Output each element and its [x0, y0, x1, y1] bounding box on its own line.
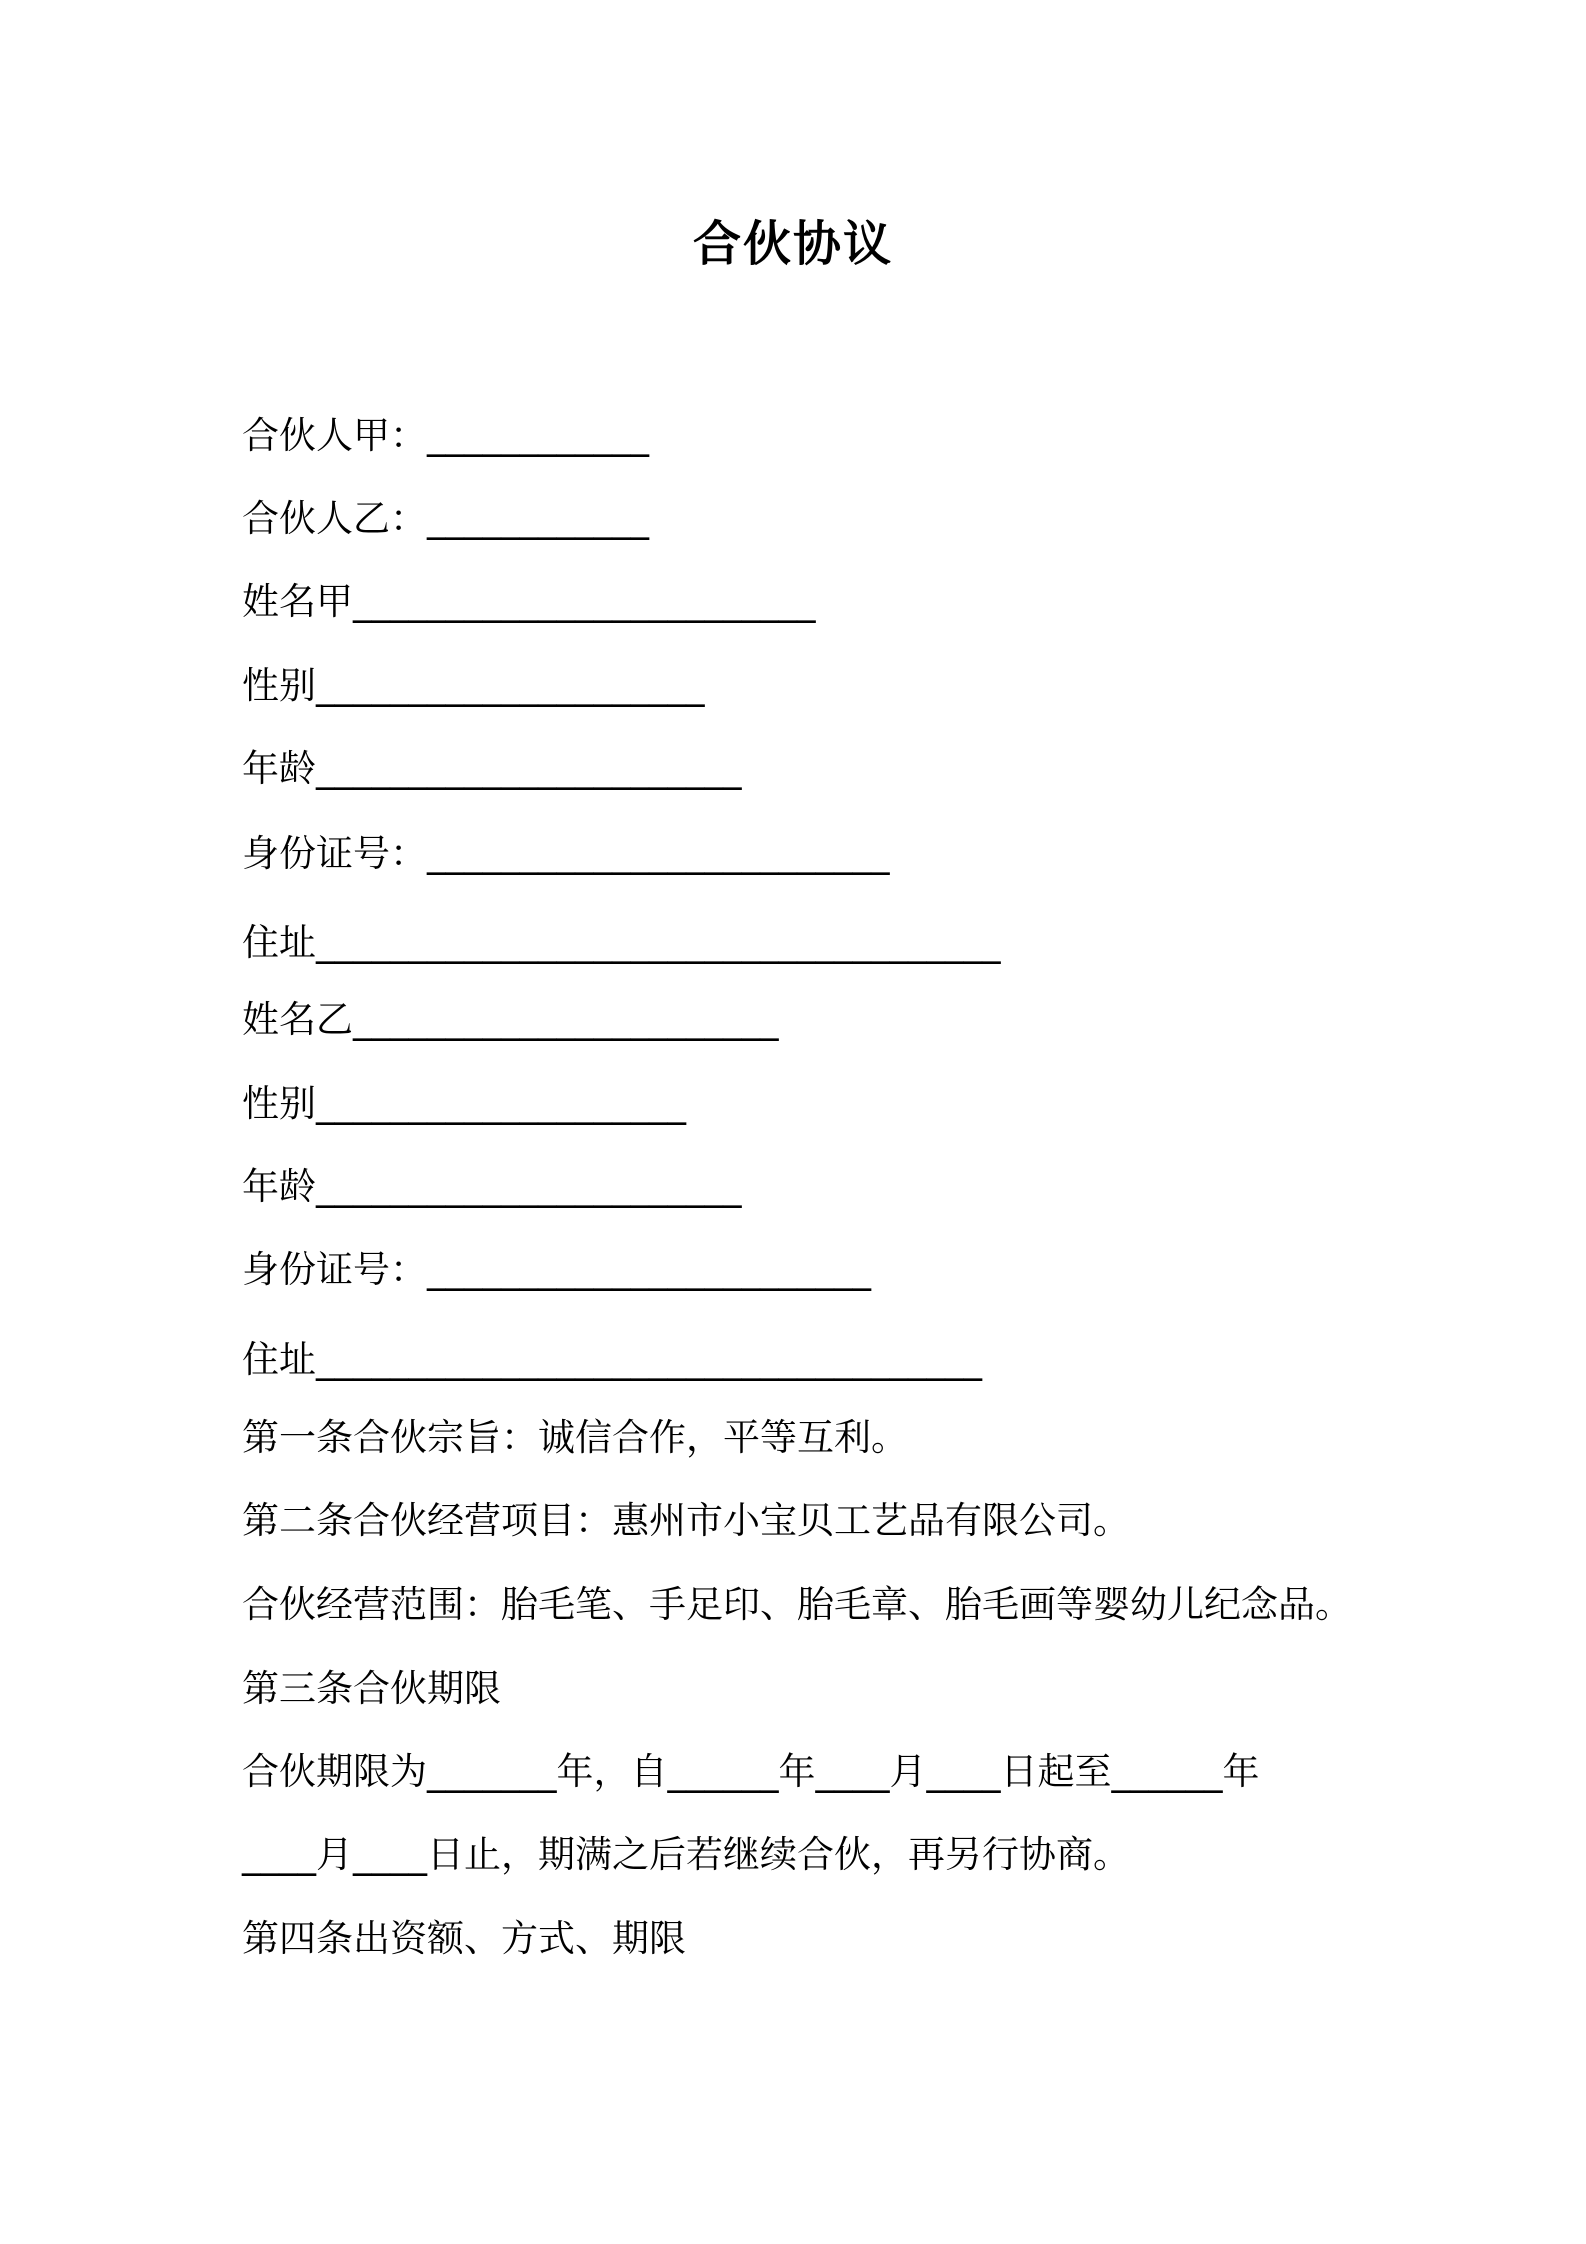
name-a-line: 姓名甲_________________________ — [242, 580, 816, 623]
age-b-line: 年龄_______________________ — [242, 1165, 742, 1208]
article-2-paragraph: 第二条合伙经营项目：惠州市小宝贝工艺品有限公司。 — [242, 1499, 1130, 1542]
article-1-paragraph: 第一条合伙宗旨：诚信合作，平等互利。 — [242, 1416, 908, 1459]
gender-b-line: 性别____________________ — [242, 1082, 686, 1125]
age-a-line: 年龄_______________________ — [242, 747, 742, 790]
address-a-line: 住址_____________________________________ — [242, 921, 1001, 964]
partner-b-line: 合伙人乙：____________ — [242, 497, 649, 540]
name-b-line: 姓名乙_______________________ — [242, 998, 779, 1041]
term-paragraph-line-1: 合伙期限为_______年，自______年____月____日起至______年 — [242, 1750, 1260, 1793]
id-number-b-line: 身份证号：________________________ — [242, 1248, 871, 1291]
page-title: 合伙协议 — [692, 216, 893, 272]
term-paragraph-line-2: ____月____日止，期满之后若继续合伙，再另行协商。 — [242, 1833, 1130, 1876]
article-4-heading: 第四条出资额、方式、期限 — [242, 1917, 686, 1960]
partner-a-line: 合伙人甲：____________ — [242, 414, 649, 457]
business-scope-paragraph: 合伙经营范围：胎毛笔、手足印、胎毛章、胎毛画等婴幼儿纪念品。 — [242, 1583, 1352, 1626]
id-number-a-line: 身份证号：_________________________ — [242, 832, 890, 875]
address-b-line: 住址____________________________________ — [242, 1338, 982, 1381]
article-3-heading: 第三条合伙期限 — [242, 1667, 501, 1710]
gender-a-line: 性别_____________________ — [242, 664, 705, 707]
